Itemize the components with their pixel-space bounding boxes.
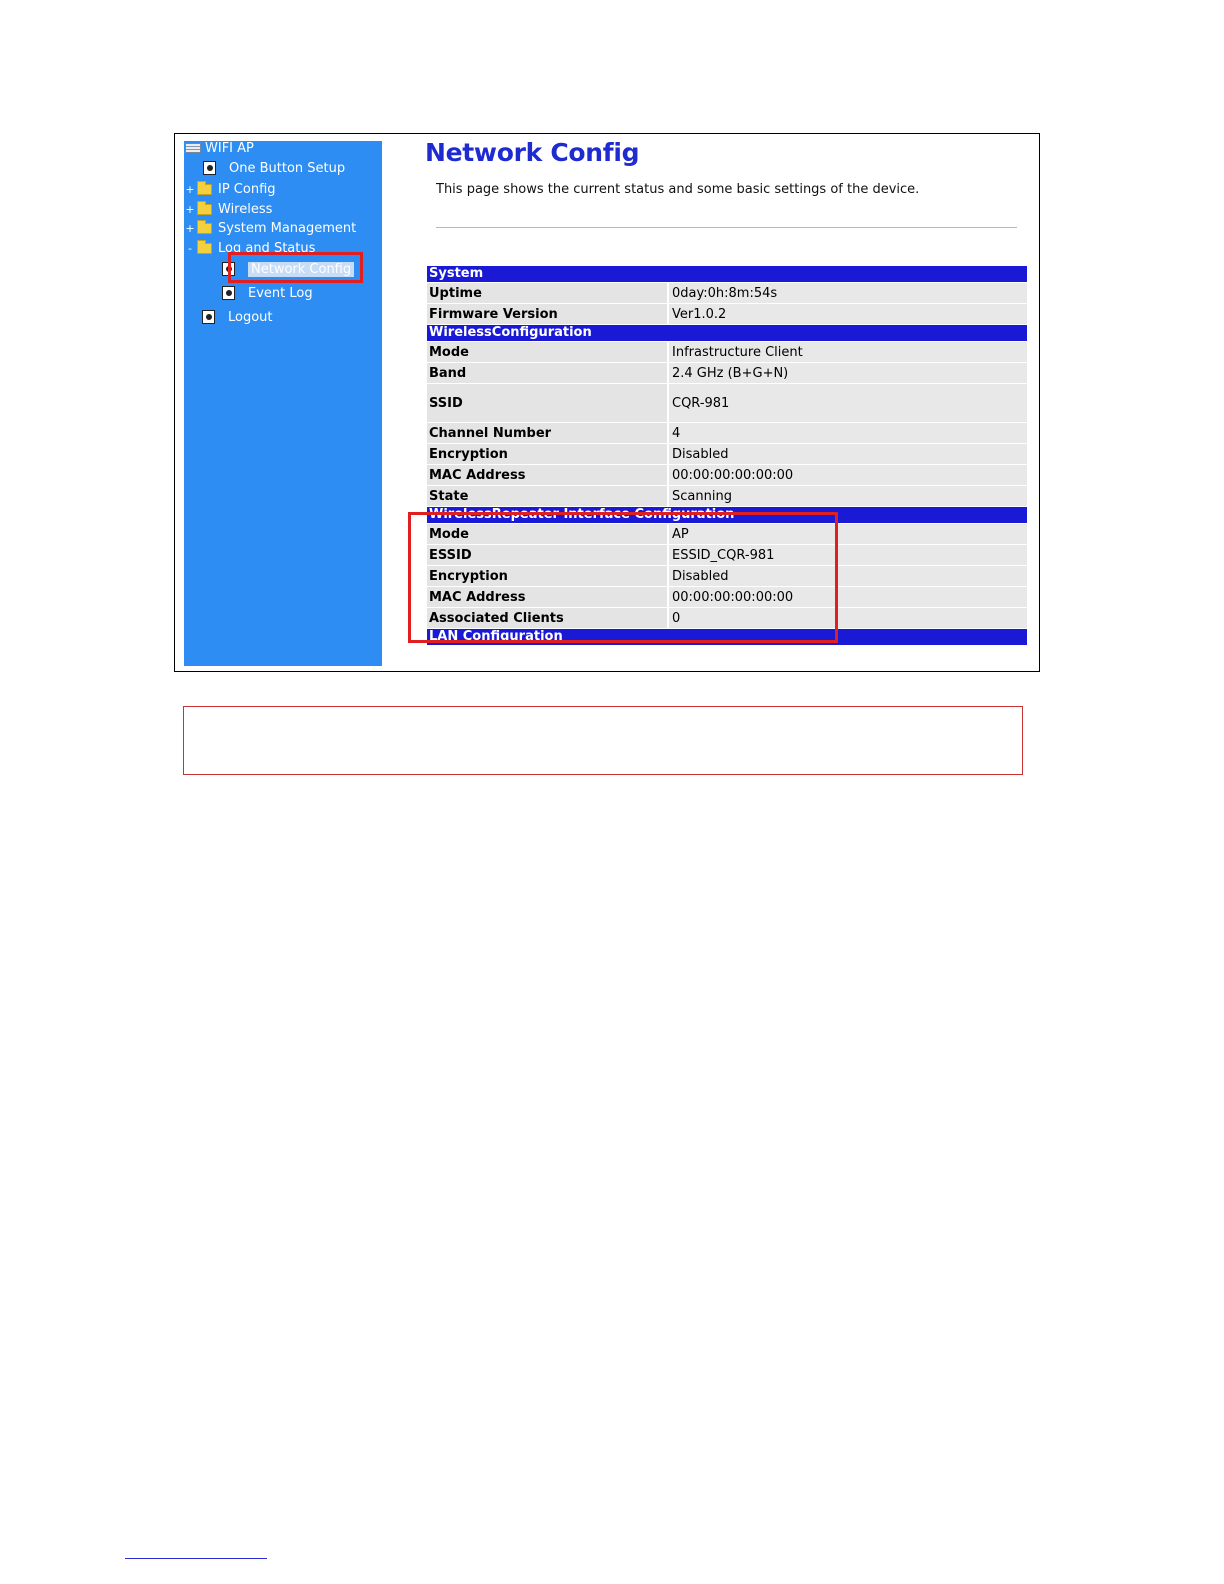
sidebar-item-label: System Management	[218, 220, 357, 236]
folder-icon	[197, 223, 212, 234]
page-description: This page shows the current status and some basic settings of the device.	[436, 182, 920, 197]
row-key: Channel Number	[427, 423, 667, 443]
page-icon	[202, 310, 215, 324]
row-key: Band	[427, 363, 667, 383]
row-key: SSID	[427, 384, 667, 422]
table-row	[427, 283, 1027, 303]
row-key: Encryption	[427, 444, 667, 464]
row-key: Mode	[427, 342, 667, 362]
table-row	[427, 465, 1027, 485]
expand-icon[interactable]: +	[185, 202, 195, 216]
sidebar-item-system-management[interactable]	[185, 219, 356, 237]
tree-root[interactable]	[185, 139, 254, 157]
highlight-box-sidebar	[228, 252, 363, 283]
row-value: 0	[669, 608, 1027, 628]
section-header-wireless: WirelessConfiguration	[427, 325, 1027, 341]
row-value: CQR-981	[669, 384, 1027, 422]
section-header-system: System	[427, 266, 1027, 282]
section-header-repeater: WirelessRepeater Interface Configuration	[427, 507, 1027, 523]
table-row	[427, 304, 1027, 324]
row-value: AP	[669, 524, 1027, 544]
row-value: Disabled	[669, 566, 1027, 586]
expand-icon[interactable]: +	[185, 221, 195, 235]
page-title: Network Config	[425, 138, 640, 167]
table-row	[427, 363, 1027, 383]
sidebar-tree	[184, 141, 382, 666]
note-box	[183, 706, 1023, 775]
row-value: Ver1.0.2	[669, 304, 1027, 324]
sidebar-item-label: Logout	[228, 309, 273, 325]
sidebar-item-event-log[interactable]	[222, 284, 313, 302]
collapse-icon[interactable]: -	[188, 241, 192, 255]
row-value: 0day:0h:8m:54s	[669, 283, 1027, 303]
row-key: Mode	[427, 524, 667, 544]
sidebar-item-label: Wireless	[218, 201, 273, 217]
row-key: MAC Address	[427, 465, 667, 485]
open-folder-icon	[197, 243, 212, 254]
highlight-box-repeater	[408, 512, 838, 643]
row-key: Associated Clients	[427, 608, 667, 628]
row-value: Infrastructure Client	[669, 342, 1027, 362]
page-icon	[203, 161, 216, 175]
table-row	[427, 444, 1027, 464]
row-key: Uptime	[427, 283, 667, 303]
sidebar-item-ip-config[interactable]	[185, 180, 276, 198]
table-row	[427, 486, 1027, 506]
row-value: 00:00:00:00:00:00	[669, 465, 1027, 485]
table-row	[427, 342, 1027, 362]
page-icon	[222, 286, 235, 300]
folder-icon	[197, 204, 212, 215]
row-value: 00:00:00:00:00:00	[669, 587, 1027, 607]
sidebar-item-one-button-setup[interactable]	[203, 159, 345, 177]
row-value: Disabled	[669, 444, 1027, 464]
row-value: 2.4 GHz (B+G+N)	[669, 363, 1027, 383]
tree-root-label: WIFI AP	[205, 140, 254, 156]
row-value: ESSID_CQR-981	[669, 545, 1027, 565]
row-key: ESSID	[427, 545, 667, 565]
sidebar-item-logout[interactable]	[202, 308, 273, 326]
sidebar-item-label: Log and Status	[218, 240, 316, 256]
table-row	[427, 423, 1027, 443]
computer-icon	[185, 143, 201, 153]
divider	[436, 227, 1017, 228]
table-row	[427, 384, 1027, 422]
expand-icon[interactable]: +	[185, 182, 195, 196]
sidebar-item-label: Event Log	[248, 285, 313, 301]
row-key: State	[427, 486, 667, 506]
row-value: 4	[669, 423, 1027, 443]
folder-icon	[197, 184, 212, 195]
row-key: MAC Address	[427, 587, 667, 607]
sidebar-item-label: One Button Setup	[229, 160, 346, 176]
sidebar-item-label: IP Config	[218, 181, 276, 197]
row-value: Scanning	[669, 486, 1027, 506]
section-header-lan: LAN Configuration	[427, 629, 1027, 645]
footnote-rule	[125, 1558, 267, 1559]
row-key: Encryption	[427, 566, 667, 586]
row-key: Firmware Version	[427, 304, 667, 324]
sidebar-item-label: Network Config	[248, 262, 354, 277]
screenshot-frame	[174, 133, 1040, 672]
sidebar-item-wireless[interactable]	[185, 200, 272, 218]
